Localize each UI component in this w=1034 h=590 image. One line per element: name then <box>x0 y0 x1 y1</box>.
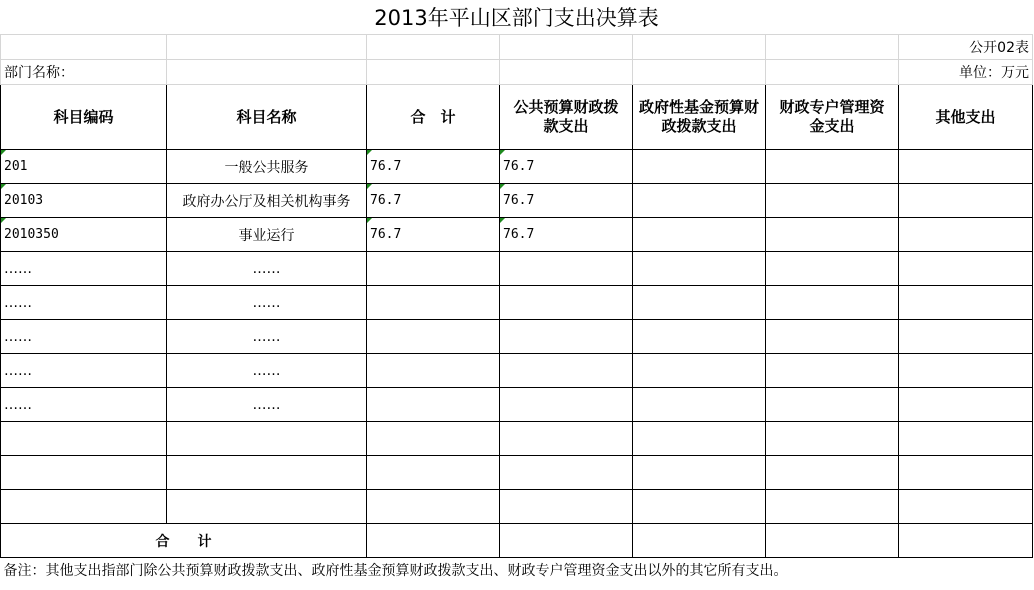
cell-total[interactable]: 76.7 <box>367 150 500 184</box>
table-row <box>1 184 1033 218</box>
table-row <box>1 456 1033 490</box>
total-row <box>1 524 1033 558</box>
cell-name[interactable]: 政府办公厅及相关机构事务 <box>167 184 367 218</box>
header-special-fund: 财政专户管理资金支出 <box>766 85 899 150</box>
table-row <box>1 150 1033 184</box>
table-row <box>1 490 1033 524</box>
cell-total[interactable]: 76.7 <box>367 218 500 252</box>
cell-special-fund[interactable] <box>766 184 899 218</box>
cell-name[interactable]: …… <box>167 388 367 422</box>
cell-code[interactable]: …… <box>1 286 167 320</box>
cell-public-budget[interactable]: 76.7 <box>500 150 633 184</box>
cell-other[interactable] <box>899 150 1033 184</box>
header-total: 合 计 <box>367 85 500 150</box>
cell-code[interactable]: …… <box>1 388 167 422</box>
cell-name[interactable]: 事业运行 <box>167 218 367 252</box>
header-other: 其他支出 <box>899 85 1033 150</box>
cell-special-fund[interactable] <box>766 150 899 184</box>
table-row <box>1 218 1033 252</box>
cell-gov-fund[interactable] <box>633 184 766 218</box>
department-name-label: 部门名称： <box>1 60 167 85</box>
cell-public-budget[interactable]: 76.7 <box>500 184 633 218</box>
form-number: 公开02表 <box>899 35 1033 60</box>
cell-code[interactable]: …… <box>1 354 167 388</box>
header-code: 科目编码 <box>1 85 167 150</box>
table-row <box>1 286 1033 320</box>
cell-name[interactable]: …… <box>167 286 367 320</box>
cell-name[interactable]: …… <box>167 252 367 286</box>
table-row <box>1 252 1033 286</box>
cell-name[interactable]: …… <box>167 320 367 354</box>
cell-code[interactable]: 20103 <box>1 184 167 218</box>
header-gov-fund: 政府性基金预算财政拨款支出 <box>633 85 766 150</box>
cell-other[interactable] <box>899 184 1033 218</box>
header-name: 科目名称 <box>167 85 367 150</box>
cell-total[interactable]: 76.7 <box>367 184 500 218</box>
header-public-budget: 公共预算财政拨款支出 <box>500 85 633 150</box>
cell-code[interactable]: …… <box>1 252 167 286</box>
cell-gov-fund[interactable] <box>633 150 766 184</box>
cell-gov-fund[interactable] <box>633 218 766 252</box>
table-row <box>1 354 1033 388</box>
footnote: 备注：其他支出指部门除公共预算财政拨款支出、政府性基金预算财政拨款支出、财政专户管理资金支出以外的其它所有支出。 <box>3 563 788 579</box>
cell-other[interactable] <box>899 218 1033 252</box>
cell-public-budget[interactable]: 76.7 <box>500 218 633 252</box>
table-row <box>1 422 1033 456</box>
page-title: 2013年平山区部门支出决算表 <box>374 6 659 30</box>
table-row <box>1 320 1033 354</box>
table-row <box>1 388 1033 422</box>
cell-code[interactable]: 2010350 <box>1 218 167 252</box>
total-label: 合 计 <box>1 524 367 558</box>
cell-code[interactable]: 201 <box>1 150 167 184</box>
total-sum[interactable] <box>367 524 500 558</box>
cell-name[interactable]: 一般公共服务 <box>167 150 367 184</box>
cell-code[interactable]: …… <box>1 320 167 354</box>
cell-name[interactable]: …… <box>167 354 367 388</box>
header-row <box>1 85 1033 150</box>
cell-special-fund[interactable] <box>766 218 899 252</box>
unit-label: 单位：万元 <box>899 60 1033 85</box>
